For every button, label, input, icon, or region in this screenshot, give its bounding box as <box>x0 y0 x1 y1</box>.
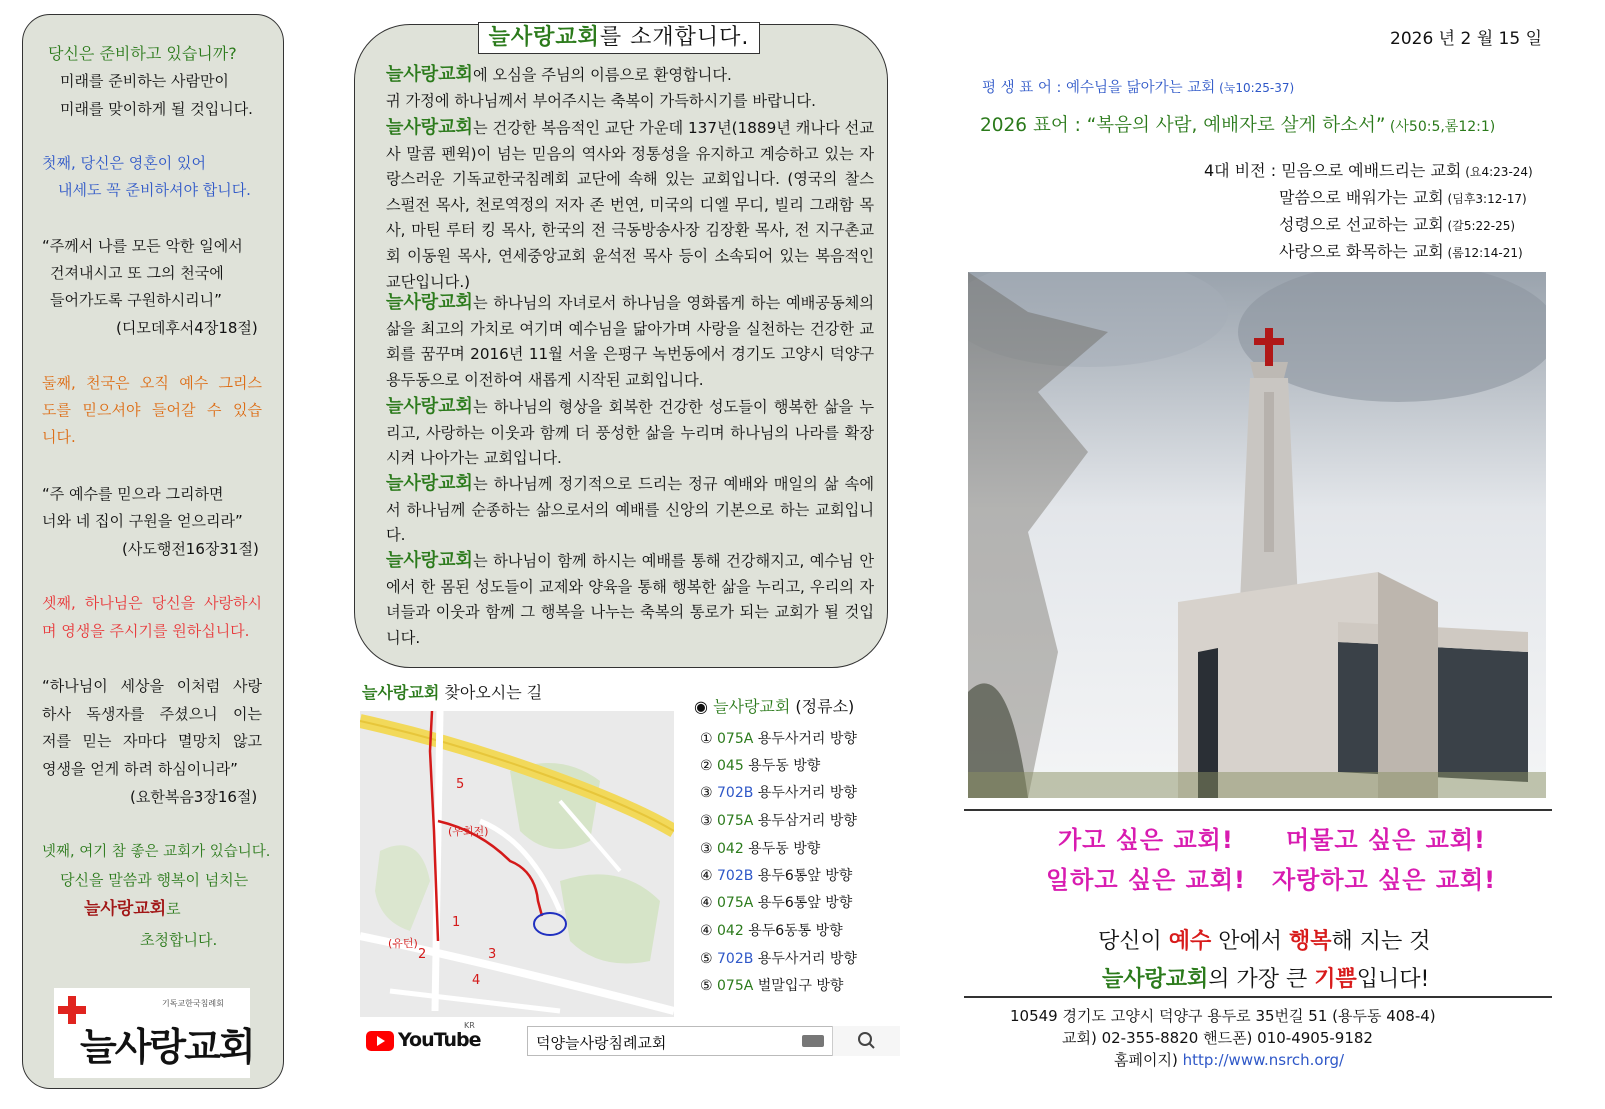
left-verse3-ref: (요한복음3장16절) <box>130 788 258 806</box>
vision-label: 4대 비전 : <box>1204 161 1282 180</box>
logo-name: 늘사랑교회 <box>80 1025 254 1069</box>
left-fourth-line4: 초청합니다. <box>140 931 218 949</box>
map-image <box>360 711 674 1017</box>
homepage-label: 홈페이지) <box>1114 1051 1183 1069</box>
youtube-search-box <box>527 1026 899 1056</box>
left-verse2-line2: 너와 네 집이 구원을 얻으리라” <box>42 512 243 530</box>
search-icon <box>833 1026 900 1056</box>
left-verse3-line4: 영생을 얻게 하려 하심이니라” <box>42 760 238 778</box>
bus-stop-title <box>694 694 854 717</box>
left-verse3-line3: 저를 믿는 자마다 멸망치 않고 <box>42 732 262 750</box>
intro-church-name: 늘사랑교회 <box>386 396 473 417</box>
bus-route: ③ 075A 용두삼거리 방향 <box>700 813 857 829</box>
left-verse3-line1: “하나님이 세상을 이처럼 사랑 <box>42 677 262 695</box>
left-verse1-line3: 들어가도록 구원하시리니” <box>50 291 222 309</box>
happiness-line2: 늘사랑교회의 가장 큰 기쁨입니다! <box>1102 967 1430 992</box>
left-question: 당신은 준비하고 있습니까? <box>48 44 237 63</box>
logo-subtitle: 기독교한국침례회 <box>162 999 224 1008</box>
vision-item: 4대 비전 : 믿음으로 예배드리는 교회 (요4:23-24) <box>1204 161 1533 180</box>
intro-church-name: 늘사랑교회 <box>386 117 473 138</box>
left-first-line1: 첫째, 당신은 영혼이 있어 <box>42 154 206 172</box>
intro-title-name: 늘사랑교회 <box>488 25 600 50</box>
left-first-line2: 내세도 꼭 준비하셔야 합니다. <box>58 181 251 199</box>
left-question-sub1: 미래를 준비하는 사람만이 <box>60 72 229 90</box>
left-second-line1: 둘째, 천국은 오직 예수 그리스 <box>42 374 262 392</box>
map-label-right-turn: (우회전) <box>448 825 489 838</box>
bus-route: ④ 702B 용두6통앞 방향 <box>700 868 853 884</box>
intro-p2: 는 건강한 복음적인 교단 가운데 137년(1889년 캐나다 선교사 말콤 펜윅)이 넘는 믿음의 역사와 정통성을 유지하고 계승하고 있는 자랑스러운 기독교한국침례회 교단에 속해 있는 교회입니다. (영국의 찰스 스펄전 목사, 천로역정의 저자 존 번연, 미국의 디엘 무디, 빌리 그래함 목사, 마틴 루터 킹 목사, 한국의 전 극동방송사장 김장환 목사, 전 지구촌교회 이동원 목사, 연세중앙교회 윤석전 목사 등이 소속되어 있는 복음적인 교단입니다.) <box>386 119 874 291</box>
directions-title-tail: 찾아오시는 길 <box>439 683 543 702</box>
left-verse2-ref: (사도행전16장31절) <box>122 540 259 558</box>
vision-item: 사랑으로 화목하는 교회 (롬12:14-21) <box>1279 242 1523 261</box>
divider-bottom <box>964 996 1552 998</box>
directions-church-name: 늘사랑교회 <box>362 683 440 702</box>
bus-route: ③ 702B 용두사거리 방향 <box>700 785 857 801</box>
slogan-go: 가고 싶은 교회! <box>1058 826 1234 854</box>
church-address: 10549 경기도 고양시 덕양구 용두로 35번길 51 (용두동 408-4) <box>1010 1007 1436 1025</box>
homepage-link[interactable]: http://www.nsrch.org/ <box>1182 1051 1345 1069</box>
church-photo-image <box>968 272 1546 798</box>
left-question-sub2: 미래를 맞이하게 될 것입니다. <box>60 100 253 118</box>
bus-route: ⑤ 702B 용두사거리 방향 <box>700 951 857 967</box>
bus-route: ④ 075A 용두6통앞 방향 <box>700 895 853 911</box>
intro-paragraph-5 <box>386 471 874 549</box>
church-logo <box>54 988 254 1078</box>
keyboard-icon[interactable] <box>802 1035 824 1047</box>
bus-route: ④ 042 용두6동통 방향 <box>700 923 843 939</box>
intro-p4: 는 하나님의 형상을 회복한 건강한 성도들이 행복한 삶을 누리고, 사랑하는 이웃과 함께 더 풍성한 삶을 누리며 하나님의 나라를 확장시켜 나아가는 교회입니다. <box>386 398 874 468</box>
left-fourth-line2: 당신을 말씀과 행복이 넘치는 <box>60 871 249 889</box>
directions-title <box>362 680 542 703</box>
church-building-photo <box>968 272 1546 798</box>
slogan-work: 일하고 싶은 교회! <box>1046 866 1246 894</box>
intro-title <box>478 22 760 54</box>
youtube-wordmark: YouTube <box>398 1029 481 1051</box>
map-label-uturn: (유턴) <box>388 937 418 950</box>
motto-ref: (눅10:25-37) <box>1215 81 1295 95</box>
bus-route: ① 075A 용두사거리 방향 <box>700 731 857 747</box>
left-third-line1: 셋째, 하나님은 당신을 사랑하시 <box>42 594 262 612</box>
left-third-line2: 며 영생을 주시기를 원하십니다. <box>42 622 250 640</box>
intro-paragraph-4 <box>386 394 874 472</box>
left-verse1-line2: 건져내시고 또 그의 천국에 <box>50 264 224 282</box>
bus-route: ⑤ 075A 벌말입구 방향 <box>700 978 844 994</box>
bus-route: ③ 042 용두동 방향 <box>700 841 821 857</box>
bus-stop-mark-icon: ◉ <box>694 697 708 716</box>
search-input[interactable] <box>528 1027 838 1057</box>
left-verse3-line2: 하사 독생자를 주셨으니 이는 <box>42 705 262 723</box>
intro-p1a: 에 오심을 주님의 이름으로 환영합니다. <box>472 66 732 84</box>
intro-paragraph-3 <box>386 290 874 393</box>
bus-stop-church-name: 늘사랑교회 <box>713 697 791 716</box>
bulletin-date: 2026 년 2 월 15 일 <box>1390 29 1542 49</box>
intro-p3: 는 하나님의 자녀로서 하나님을 영화롭게 하는 예배공동체의 삶을 최고의 가치로 여기며 예수님을 닮아가며 사랑을 실천하는 건강한 교회를 꿈꾸며 2016년 11월 서울 은평구 녹번동에서 경기도 고양시 덕양구 용두동으로 이전하여 새롭게 시작된 교회입니다. <box>386 294 874 389</box>
map-marker-3: 3 <box>488 947 497 962</box>
intro-paragraph-2 <box>386 115 874 295</box>
left-fourth-line3 <box>84 896 181 923</box>
left-verse2-line1: “주 예수를 믿으라 그리하면 <box>42 485 224 503</box>
left-fourth-line1: 넷째, 여기 참 좋은 교회가 있습니다. <box>42 844 271 860</box>
happiness-line1: 당신이 예수 안에서 행복해 지는 것 <box>1098 929 1431 954</box>
left-second-line3: 니다. <box>42 428 76 446</box>
intro-p5: 는 하나님께 정기적으로 드리는 정규 예배와 매일의 삶 속에서 하나님께 순종하는 삶으로서의 예배를 신앙의 기본으로 하는 교회입니다. <box>386 475 874 545</box>
map-marker-4: 4 <box>472 973 481 988</box>
intro-title-tail: 를 소개합니다. <box>599 25 750 50</box>
vision-item: 성령으로 선교하는 교회 (갈5:22-25) <box>1279 215 1516 234</box>
left-verse1-line1: “주께서 나를 모든 악한 일에서 <box>42 237 243 255</box>
theme-label: 2026 표어 : <box>980 115 1087 136</box>
map-marker-5: 5 <box>456 777 465 792</box>
search-button[interactable] <box>832 1026 900 1056</box>
church-homepage[interactable] <box>1114 1049 1344 1070</box>
theme-ref: (사50:5,롬12:1) <box>1385 119 1496 135</box>
lifetime-motto <box>982 76 1294 97</box>
left-fourth-tail: 로 <box>166 900 181 918</box>
intro-paragraph-6 <box>386 548 874 651</box>
motto-label: 평 생 표 어 : <box>982 80 1066 96</box>
year-theme <box>980 111 1495 137</box>
motto-text: 예수님을 닮아가는 교회 <box>1065 80 1216 96</box>
intro-paragraph-1 <box>386 62 874 114</box>
map-marker-1: 1 <box>452 915 461 930</box>
left-church-name: 늘사랑교회 <box>84 899 167 919</box>
intro-church-name: 늘사랑교회 <box>386 64 473 85</box>
map-marker-2: 2 <box>418 947 427 962</box>
slogan-stay: 머물고 싶은 교회! <box>1286 826 1486 854</box>
left-verse1-ref: (디모데후서4장18절) <box>116 319 258 337</box>
intro-p1b: 귀 가정에 하나님께서 부어주시는 축복이 가득하시기를 바랍니다. <box>386 91 816 110</box>
intro-p6: 는 하나님이 함께 하시는 예배를 통해 건강해지고, 예수님 안에서 한 몸된 성도들이 교제와 양육을 통해 행복한 삶을 누리고, 우리의 자녀들과 이웃과 함께 그 행복을 나누는 축복의 통로가 되는 교회가 될 것입니다. <box>386 552 874 647</box>
intro-church-name: 늘사랑교회 <box>386 473 473 494</box>
intro-church-name: 늘사랑교회 <box>386 550 473 571</box>
intro-church-name: 늘사랑교회 <box>386 292 473 313</box>
left-second-line2: 도를 믿으셔야 들어갈 수 있습 <box>42 401 262 419</box>
slogan-proud: 자랑하고 싶은 교회! <box>1272 866 1497 894</box>
youtube-play-icon <box>366 1031 394 1051</box>
theme-text: “복음의 사람, 예배자로 살게 하소서” <box>1086 115 1386 136</box>
bus-stop-title-tail: (정류소) <box>790 697 855 716</box>
bus-route: ② 045 용두동 방향 <box>700 758 821 774</box>
vision-item: 말씀으로 배워가는 교회 (딤후3:12-17) <box>1279 188 1527 207</box>
divider-top <box>964 809 1552 811</box>
directions-map[interactable] <box>360 711 674 1017</box>
youtube-region: KR <box>464 1021 475 1030</box>
church-phone: 교회) 02-355-8820 핸드폰) 010-4905-9182 <box>1062 1029 1373 1047</box>
